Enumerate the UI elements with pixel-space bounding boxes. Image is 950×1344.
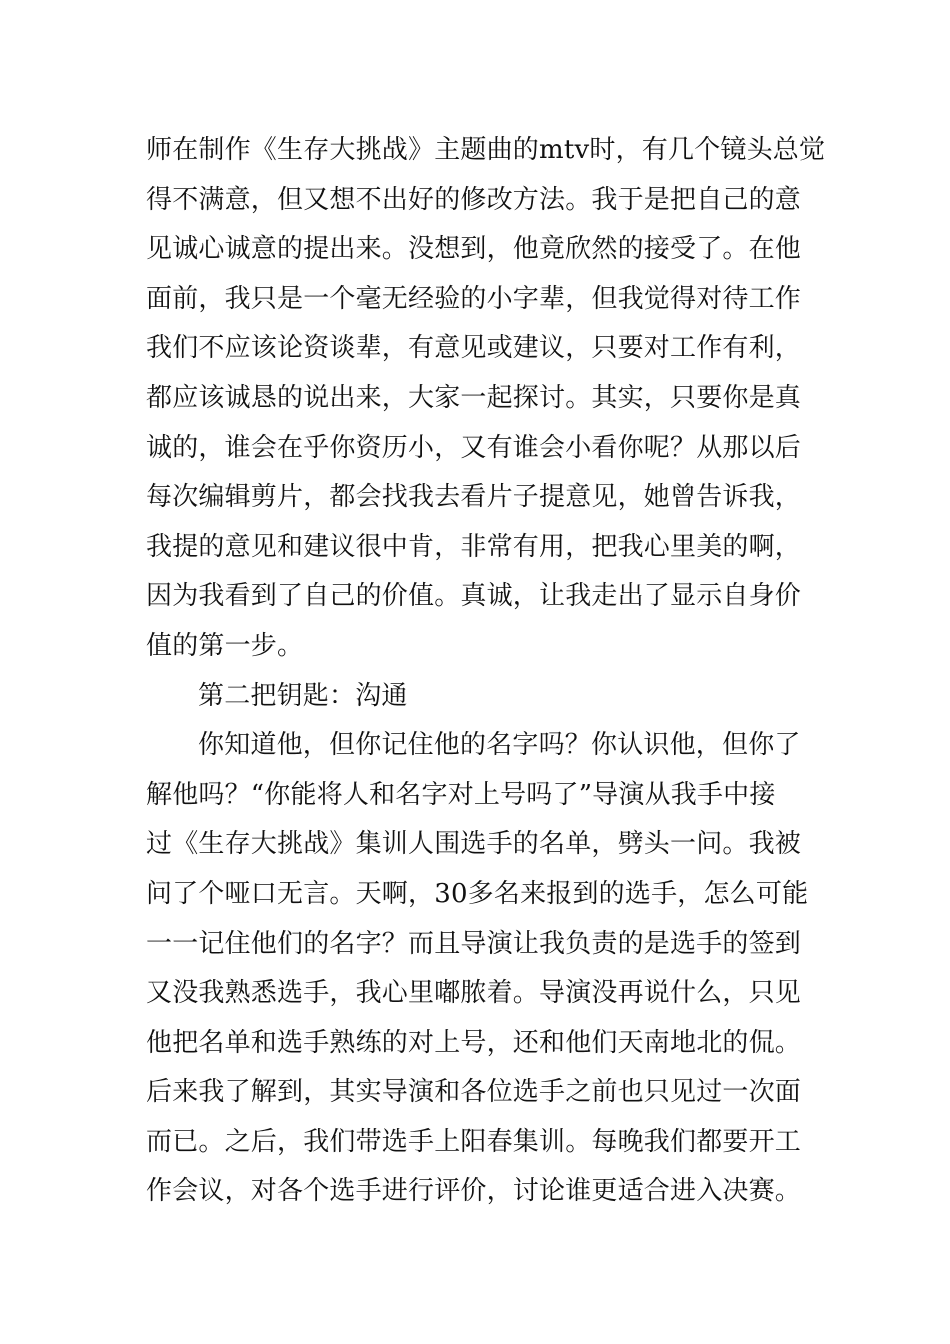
text-line: 得不满意，但又想不出好的修改方法。我于是把自己的意 (146, 184, 802, 215)
text-line: 解他吗？“你能将人和名字对上号吗了”导演从我手中接 (146, 779, 776, 810)
text-line: 面前，我只是一个毫无经验的小字辈，但我觉得对待工作 (146, 283, 802, 314)
text-line: 问了个哑口无言。天啊，30多名来报到的选手，怎么可能 (146, 878, 809, 909)
text-line: 又没我熟悉选手，我心里嘟脓着。导演没再说什么，只见 (146, 978, 802, 1009)
text-line: 过《生存大挑战》集训人围选手的名单，劈头一问。我被 (146, 829, 802, 860)
text-line: 你知道他，但你记住他的名字吗？你认识他，但你了 (198, 730, 801, 761)
text-line: 值的第一步。 (146, 630, 304, 661)
text-line: 作会议，对各个选手进行评价，讨论谁更适合进入决赛。 (146, 1176, 802, 1207)
text-line: 都应该诚恳的说出来，大家一起探讨。其实，只要你是真 (146, 382, 802, 413)
text-line: 诚的，谁会在乎你资历小，又有谁会小看你呢？从那以后 (146, 432, 802, 463)
text-line: 因为我看到了自己的价值。真诚，让我走出了显示自身价 (146, 581, 802, 612)
text-line: 每次编辑剪片，都会找我去看片子提意见，她曾告诉我， (146, 482, 802, 513)
text-line: 而已。之后，我们带选手上阳春集训。每晚我们都要开工 (146, 1126, 802, 1157)
section-heading: 第二把钥匙：沟通 (198, 680, 408, 711)
text-line: 一一记住他们的名字？而且导演让我负责的是选手的签到 (146, 928, 802, 959)
text-line: 他把名单和选手熟练的对上号，还和他们天南地北的侃。 (146, 1027, 802, 1058)
body-text (146, 126, 826, 1217)
text-line: 师在制作《生存大挑战》主题曲的mtv时，有几个镜头总觉 (146, 135, 826, 165)
text-line: 见诚心诚意的提出来。没想到，他竟欣然的接受了。在他 (146, 234, 802, 265)
text-line: 我们不应该论资谈辈，有意见或建议，只要对工作有利， (146, 333, 802, 364)
text-line: 我提的意见和建议很中肯，非常有用，把我心里美的啊， (146, 531, 802, 562)
text-line: 后来我了解到，其实导演和各位选手之前也只见过一次面 (146, 1077, 802, 1108)
